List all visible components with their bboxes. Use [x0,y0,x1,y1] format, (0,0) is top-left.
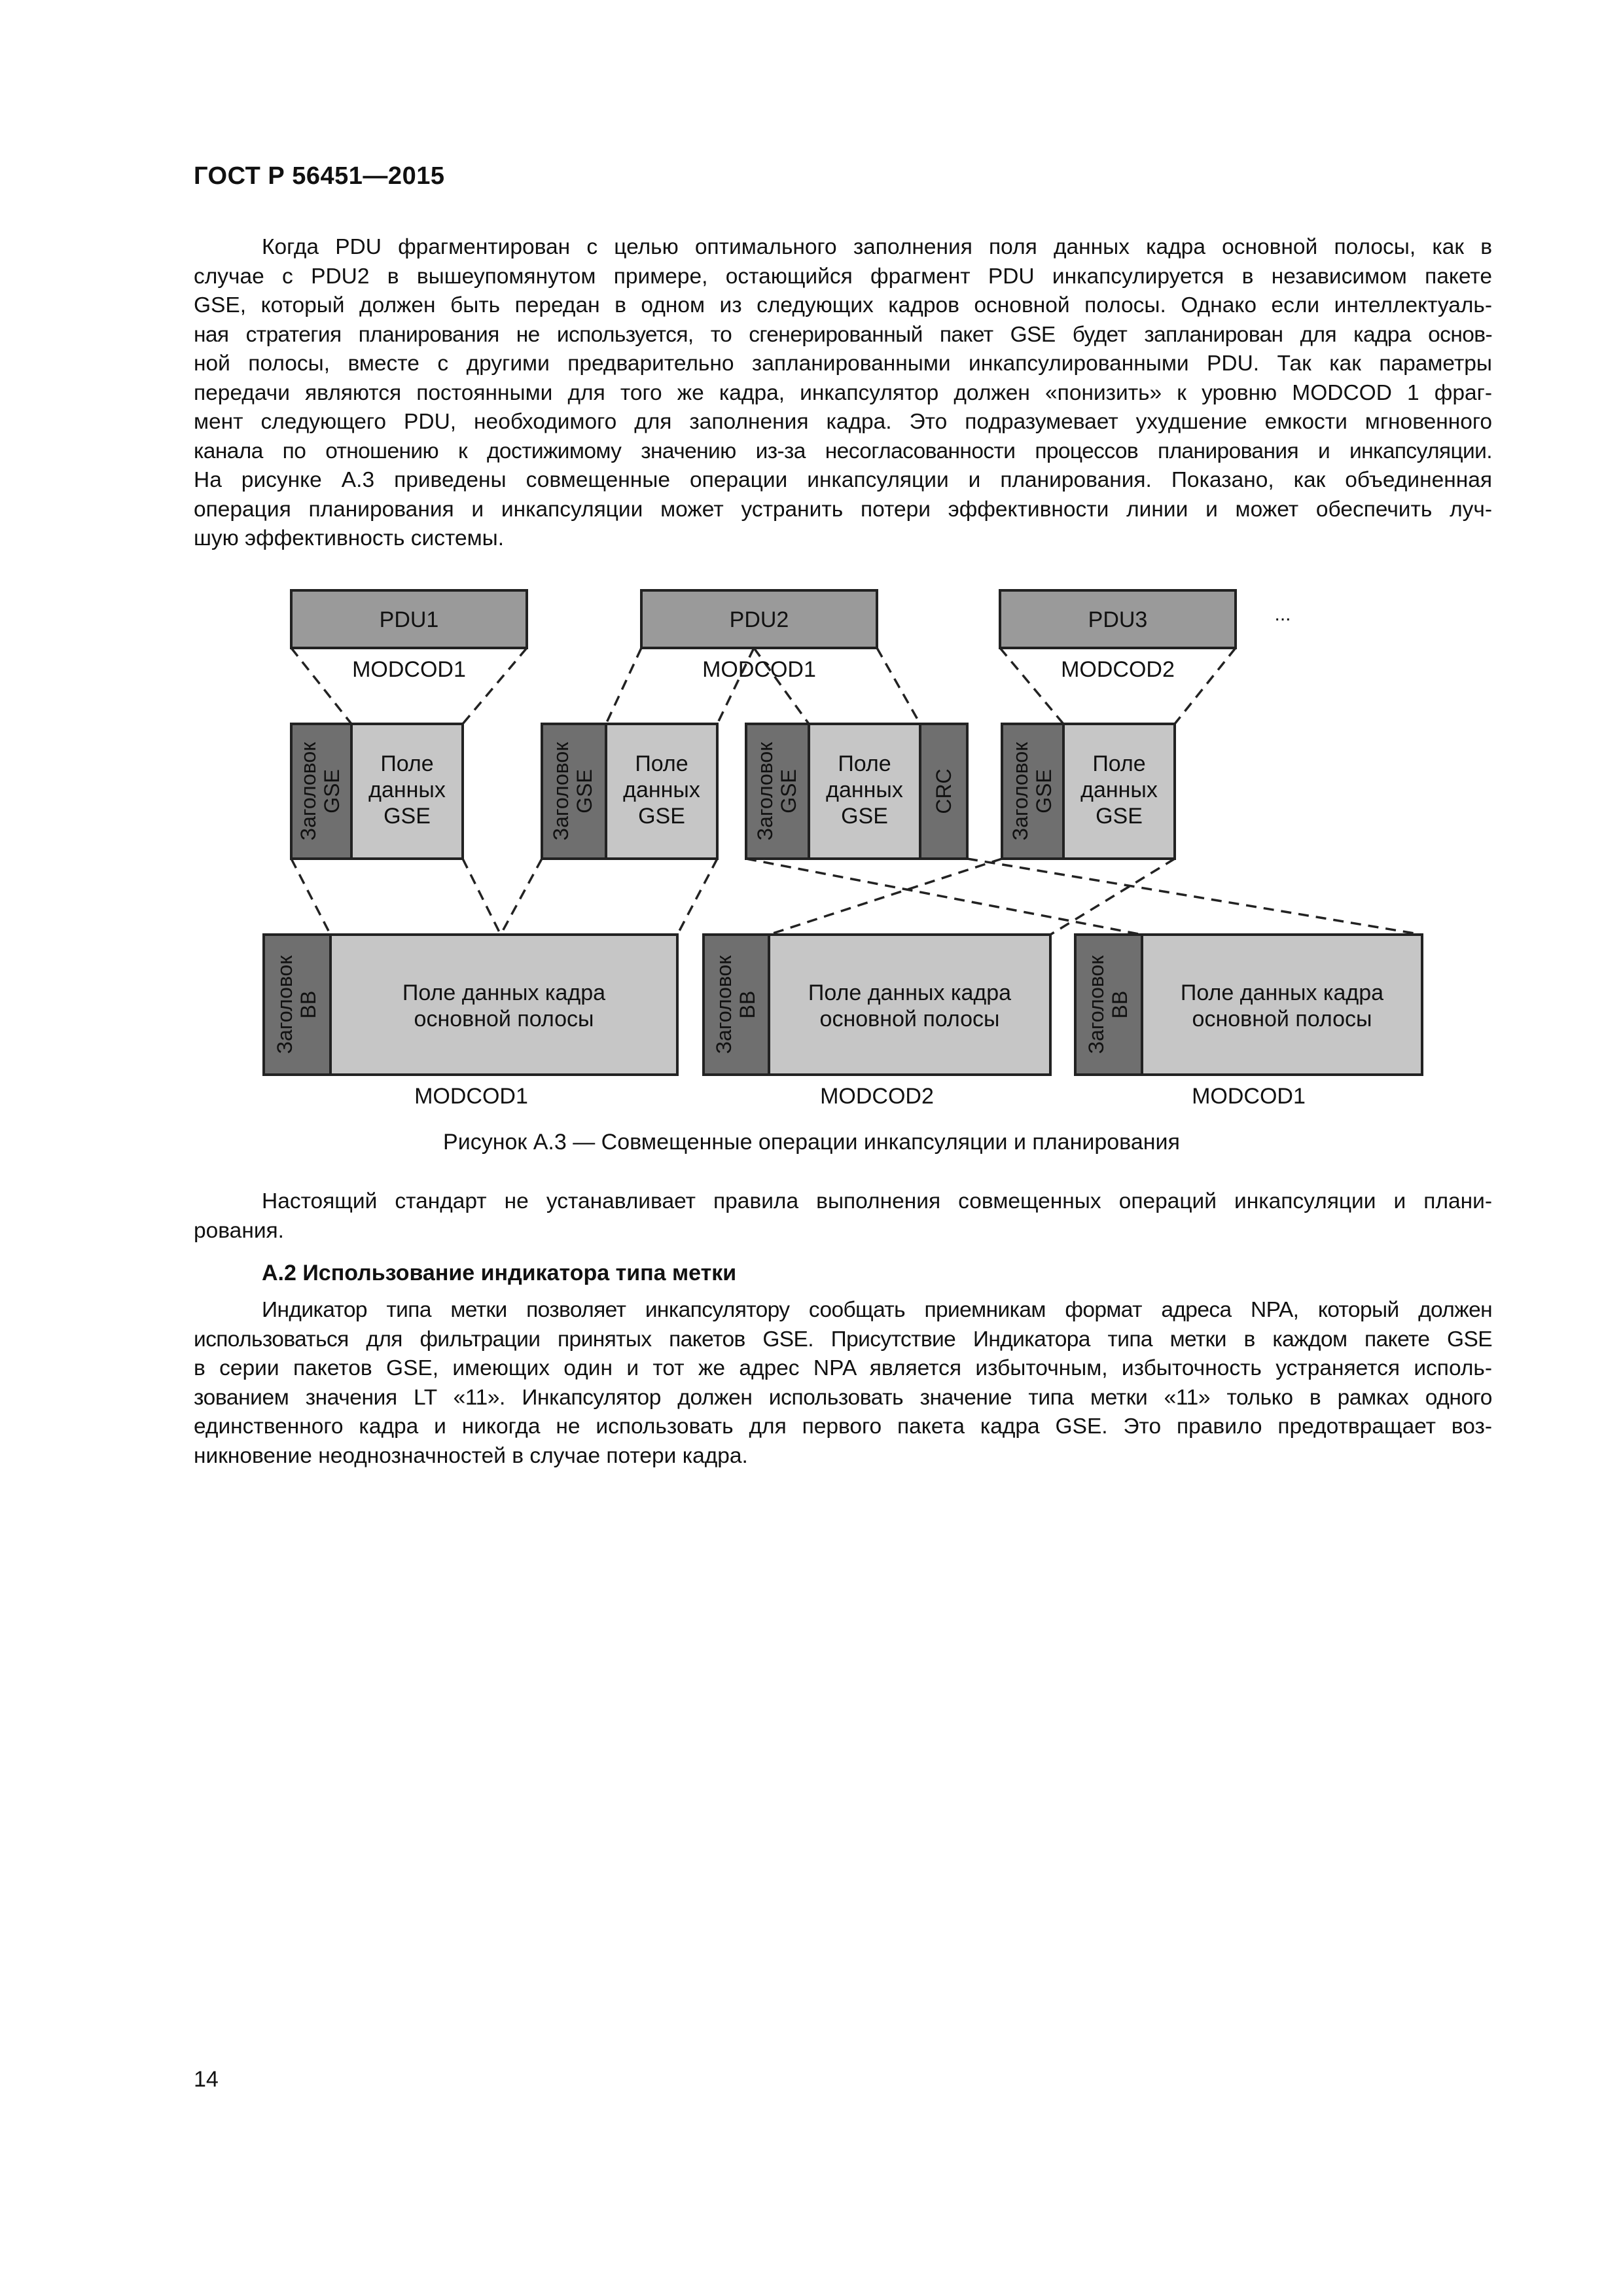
frame2-modcod: MODCOD2 [820,1084,934,1109]
text-line: мент следующего PDU, необходимого для заполнения кадра. Это подразумевает ухудшение емкости мгновенного [194,410,1492,434]
frame2-header-l2: BB [736,990,759,1019]
text-line: Когда PDU фрагментирован с целью оптимального заполнения поля данных кадра основной полосы, как в [262,235,1492,259]
gse2-data-l2: данных [623,778,700,802]
gse1-data-l3: GSE [383,804,431,829]
frame3-modcod: MODCOD1 [1192,1084,1306,1109]
text-line: операция планирования и инкапсуляции может устранить потери эффективности линии и может обеспечить луч- [194,497,1492,522]
ellipsis: ... [1274,603,1291,625]
frame3-header-l1: Заголовок [1084,955,1108,1054]
gse1-data-l1: Поле [380,751,434,776]
section-title: А.2 Использование индикатора типа метки [262,1261,737,1285]
gse1-header-l1: Заголовок [296,742,320,841]
text-line: GSE, который должен быть передан в одном из следующих кадров основной полосы. Однако если интеллектуаль- [194,293,1492,317]
pdu2-label: PDU2 [729,607,789,632]
frame3-header-l2: BB [1108,990,1132,1019]
document-header: ГОСТ Р 56451—2015 [194,162,445,190]
gse3-header-l2: GSE [777,769,800,814]
gse3-data-l3: GSE [841,804,888,829]
text-line: канала по отношению к достижимому значению из-за несогласованности процессов планирования и инкапсуляции. [194,439,1492,463]
text-line: в серии пакетов GSE, имеющих один и тот же адрес NPA является избыточным, избыточность устраняется исполь- [194,1356,1492,1380]
paragraph-3 [194,1296,1492,1471]
frame2-data-l2: основной полосы [819,1007,1000,1031]
text-line: ной полосы, вместе с другими предварительно запланированными инкапсулированными PDU. Так как параметры [194,351,1492,376]
pdu1-label: PDU1 [379,607,439,632]
text-line: ная стратегия планирования не используется, то сгенерированный пакет GSE будет запланирован для кадра основ- [194,322,1492,347]
frame1-header-l2: BB [296,990,320,1019]
pdu1-modcod: MODCOD1 [352,657,466,682]
gse3-header-l1: Заголовок [753,742,777,841]
pdu3-modcod: MODCOD2 [1061,657,1175,682]
text-line: Настоящий стандарт не устанавливает правила выполнения совмещенных операций инкапсуляции и плани- [262,1189,1492,1213]
text-line: случае с PDU2 в вышеупомянутом примере, остающийся фрагмент PDU инкапсулируется в независимом пакете [194,264,1492,289]
text-line: шую эффективность системы. [194,526,505,550]
frame2-data-l1: Поле данных кадра [808,980,1012,1005]
text-line: передачи являются постоянными для того же кадра, инкапсулятор должен «понизить» к уровню MODCOD 1 фраг- [194,380,1492,405]
paragraph-2 [194,1187,1492,1246]
text-line: рования. [194,1218,284,1243]
gse2-data-l1: Поле [635,751,688,776]
page-number: 14 [194,2067,219,2092]
frame3-data-l1: Поле данных кадра [1180,980,1384,1005]
frame1-header-l1: Заголовок [273,955,296,1054]
pdu3-label: PDU3 [1088,607,1148,632]
gse1-header-l2: GSE [320,769,344,814]
text-line: зованием значения LT «11». Инкапсулятор должен использовать значение типа метки «11» только в рамках одного [194,1385,1492,1410]
gse4-data-l2: данных [1080,778,1158,802]
frame1-data-l2: основной полосы [414,1007,594,1031]
text-line: Индикатор типа метки позволяет инкапсулятору сообщать приемникам формат адреса NPA, который должен [262,1298,1492,1322]
gse4-data-l1: Поле [1092,751,1146,776]
frame1-modcod: MODCOD1 [414,1084,528,1109]
gse2-data-l3: GSE [638,804,685,829]
gse4-header-l1: Заголовок [1008,742,1032,841]
frame2-header-l1: Заголовок [712,955,736,1054]
pdu2-modcod: MODCOD1 [702,657,816,682]
frame3-data-l2: основной полосы [1192,1007,1372,1031]
gse4-header-l2: GSE [1032,769,1056,814]
text-line: использоваться для фильтрации принятых пакетов GSE. Присутствие Индикатора типа метки в каждом пакете GSE [194,1327,1492,1352]
gse2-header-l1: Заголовок [549,742,573,841]
text-line: На рисунке А.3 приведены совмещенные операции инкапсуляции и планирования. Показано, как объединенная [194,468,1492,492]
gse2-header-l2: GSE [573,769,596,814]
text-line: никновение неоднозначностей в случае потери кадра. [194,1443,748,1468]
gse3-data-l2: данных [826,778,903,802]
gse1-data-l2: данных [368,778,446,802]
gse3-crc-label: CRC [932,768,955,814]
text-line: единственного кадра и никогда не использовать для первого пакета кадра GSE. Это правило предотвращает воз- [194,1414,1492,1439]
gse4-data-l3: GSE [1096,804,1143,829]
figure-caption: Рисунок А.3 — Совмещенные операции инкапсуляции и планирования [443,1130,1180,1155]
frame1-data-l1: Поле данных кадра [402,980,606,1005]
gse3-data-l1: Поле [838,751,891,776]
